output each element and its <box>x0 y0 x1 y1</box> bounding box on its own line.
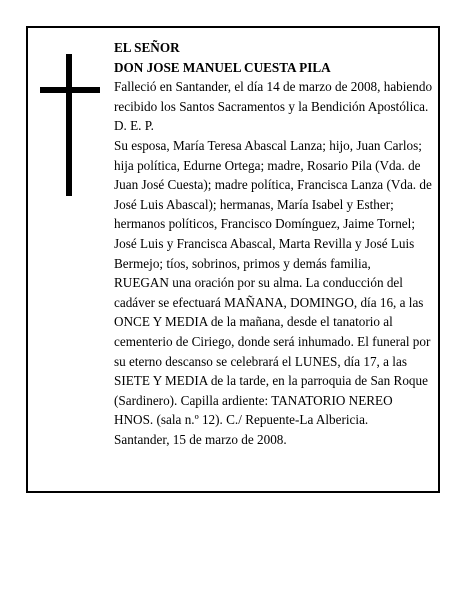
notice-heading: EL SEÑOR <box>114 40 180 55</box>
family-list: Su esposa, María Teresa Abascal Lanza; hijo, Juan Carlos; hija política, Edurne Ortega; madre, Rosario Pila (Vda. de Juan José Cuesta); madre política, Francisca Lanza (Vda. de José Luis Abascal); hermanas, María Isabel y Esther; hermanos políticos, Francisco Domínguez, Jaime Tornel; José Luis y Francisca Abascal, Marta Revilla y José Luis Bermejo; tíos, sobrinos, primos y demás familia, <box>114 137 432 271</box>
death-notice: Falleció en Santander, el día 14 de marzo de 2008, habiendo recibido los Santos Sacramentos y la Bendición Apostólica. <box>114 79 433 114</box>
obituary-text <box>114 38 434 449</box>
deceased-name: DON JOSE MANUEL CUESTA PILA <box>114 59 331 75</box>
cross-vertical-bar <box>66 54 72 196</box>
rip-abbreviation: D. E. P. <box>114 118 154 134</box>
latin-cross-icon <box>40 54 100 196</box>
funeral-details: RUEGAN una oración por su alma. La conducción del cadáver se efectuará MAÑANA, DOMINGO, día 16, a las ONCE Y MEDIA de la mañana, desde el tanatorio al cementerio de Ciriego, donde será inhumado. El funeral por su eterno descanso se celebrará el LUNES, día 17, a las SIETE Y MEDIA de la tarde, en la parroquia de San Roque (Sardinero). Capilla ardiente: TANATORIO NEREO HNOS. (sala n.º 12). C./ Repuente-La Albericia. <box>114 275 431 428</box>
place-and-date: Santander, 15 de marzo de 2008. <box>114 431 287 447</box>
cross-horizontal-bar <box>40 87 100 93</box>
